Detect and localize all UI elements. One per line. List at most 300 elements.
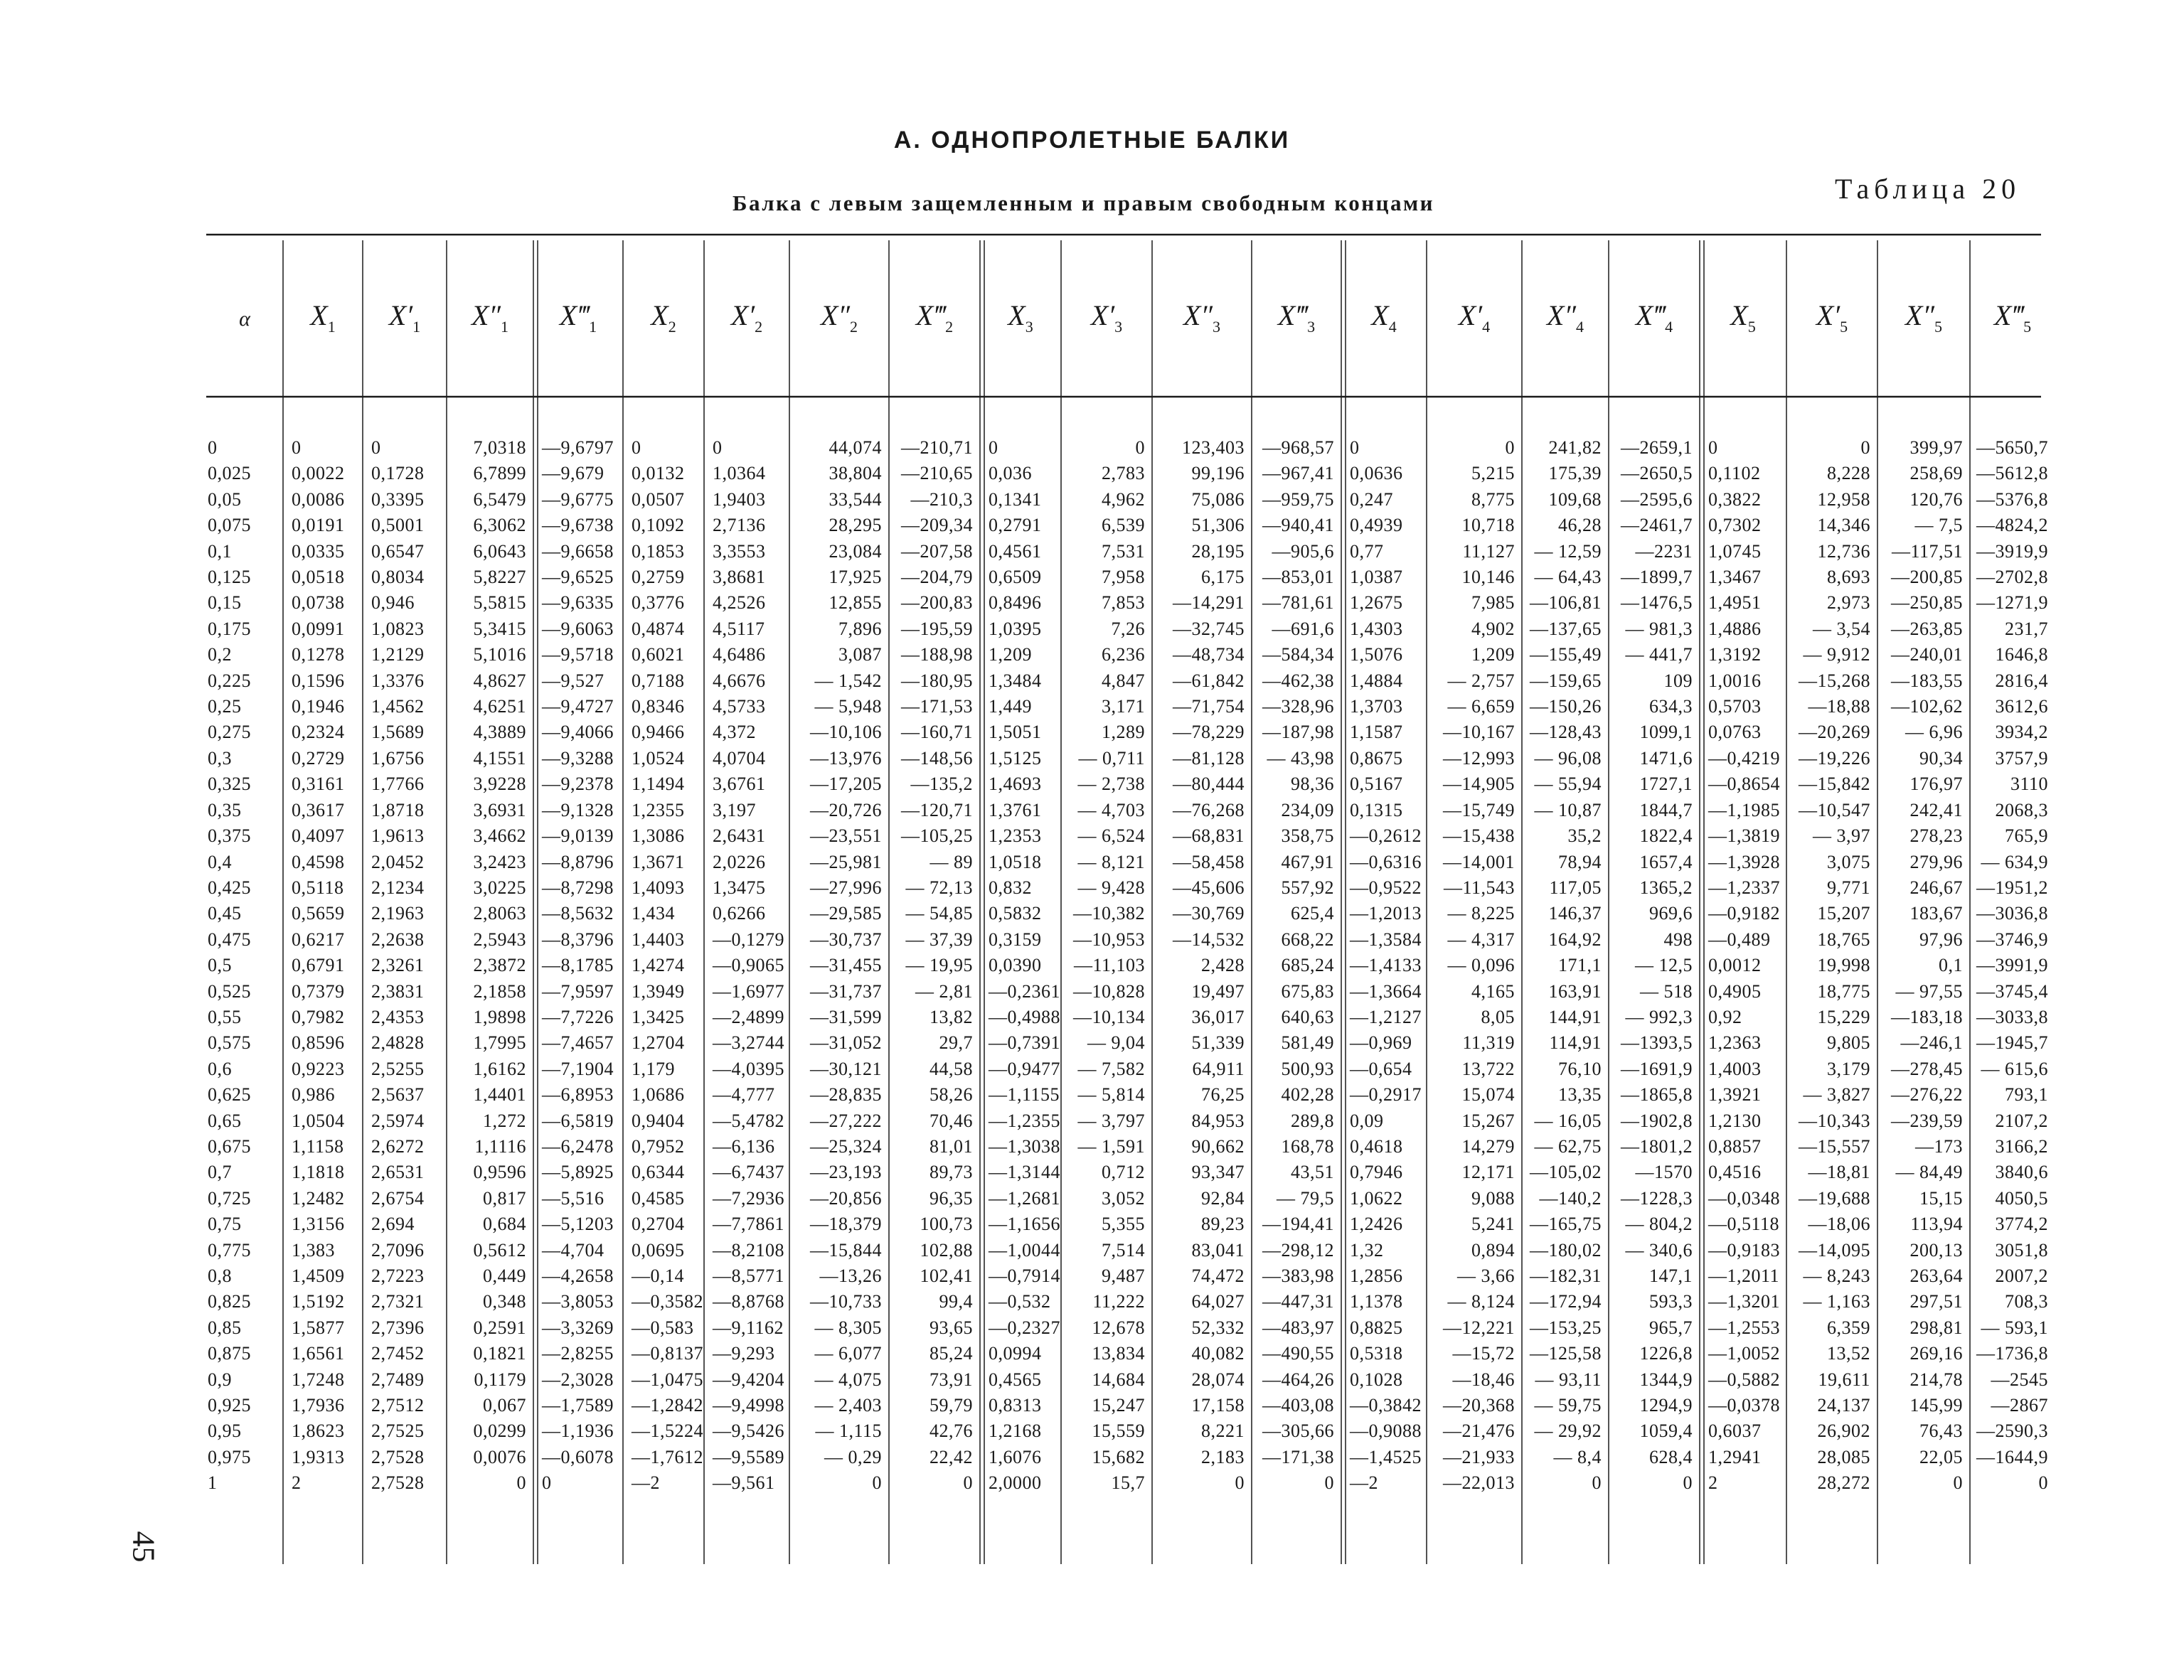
table-cell: —9,6658 bbox=[542, 540, 614, 562]
table-cell: 59,79 bbox=[929, 1395, 973, 1416]
table-cell: — 79,5 bbox=[1277, 1187, 1334, 1209]
table-cell: 1,0387 bbox=[1350, 567, 1403, 588]
table-cell: —263,85 bbox=[1891, 618, 1963, 639]
table-cell: —15,557 bbox=[1799, 1135, 1870, 1157]
table-cell: —1,0044 bbox=[989, 1239, 1060, 1261]
table-cell: —0,6078 bbox=[542, 1446, 614, 1467]
value-column bbox=[292, 435, 345, 1497]
column-header bbox=[389, 299, 420, 336]
table-cell: 3,052 bbox=[1102, 1187, 1145, 1209]
table-cell: 1,9313 bbox=[292, 1446, 345, 1467]
column-header bbox=[1459, 299, 1490, 336]
table-cell: 0,2591 bbox=[473, 1317, 526, 1338]
table-cell: —9,2378 bbox=[542, 774, 614, 795]
table-cell: —15,438 bbox=[1443, 825, 1515, 847]
table-cell: — 59,75 bbox=[1534, 1395, 1602, 1416]
table-cell: 0,0191 bbox=[292, 515, 345, 536]
table-cell: —1,2681 bbox=[989, 1187, 1060, 1209]
table-cell: 15,682 bbox=[1092, 1446, 1145, 1467]
table-cell: 640,63 bbox=[1281, 1006, 1334, 1027]
header-symbol: X′ bbox=[388, 299, 413, 331]
table-cell: 113,94 bbox=[1910, 1214, 1963, 1235]
table-cell: 3051,8 bbox=[1995, 1239, 2048, 1261]
table-cell: 0,0991 bbox=[292, 618, 345, 639]
table-cell: 1,3467 bbox=[1708, 567, 1762, 588]
table-cell: 17,925 bbox=[829, 567, 882, 588]
table-cell: 0,8496 bbox=[989, 592, 1042, 614]
table-cell: —8,8768 bbox=[713, 1291, 784, 1312]
table-cell: —78,229 bbox=[1173, 722, 1245, 743]
column-header bbox=[1730, 299, 1755, 336]
table-cell: 15,207 bbox=[1817, 903, 1870, 924]
table-cell: 6,539 bbox=[1102, 515, 1145, 536]
table-cell: 64,027 bbox=[1191, 1291, 1245, 1312]
table-cell: —0,532 bbox=[989, 1291, 1051, 1312]
table-cell: —10,343 bbox=[1799, 1110, 1870, 1131]
table-cell: —9,4066 bbox=[542, 722, 614, 743]
table-cell: —1865,8 bbox=[1621, 1084, 1693, 1106]
table-cell: —0,9088 bbox=[1350, 1420, 1422, 1442]
table-cell: 1,0622 bbox=[1350, 1187, 1403, 1209]
table-cell: —1,2013 bbox=[1350, 903, 1422, 924]
table-cell: 1,6756 bbox=[371, 747, 425, 769]
table-cell: 1,5076 bbox=[1350, 644, 1403, 665]
table-cell: 109 bbox=[1663, 670, 1693, 691]
table-cell: —165,75 bbox=[1530, 1214, 1602, 1235]
table-cell: 1,3376 bbox=[371, 670, 425, 691]
table-cell: —0,8137 bbox=[632, 1343, 703, 1364]
header-subscript: 3 bbox=[1213, 318, 1221, 336]
table-cell: 0 bbox=[632, 437, 641, 458]
value-column bbox=[1173, 435, 1245, 1497]
table-cell: —276,22 bbox=[1891, 1084, 1963, 1106]
table-cell: 0,1102 bbox=[1708, 463, 1761, 484]
table-cell: 0,4561 bbox=[989, 540, 1042, 562]
table-cell: 1,383 bbox=[292, 1239, 335, 1261]
table-cell: 0 bbox=[2038, 1472, 2048, 1494]
table-cell: — 981,3 bbox=[1625, 618, 1693, 639]
header-subscript: 3 bbox=[1307, 318, 1316, 336]
table-cell: 0 bbox=[542, 1472, 552, 1494]
table-cell: 2068,3 bbox=[1995, 799, 2048, 820]
table-cell: 4,6676 bbox=[713, 670, 766, 691]
table-cell: 0,1028 bbox=[1350, 1369, 1403, 1390]
table-cell: 200,13 bbox=[1909, 1239, 1963, 1261]
table-cell: — 593,1 bbox=[1981, 1317, 2048, 1338]
header-symbol: X′ bbox=[1816, 299, 1841, 331]
table-cell: —61,842 bbox=[1173, 670, 1245, 691]
table-cell: 965,7 bbox=[1649, 1317, 1693, 1338]
table-cell: —188,98 bbox=[901, 644, 973, 665]
table-cell: —9,5589 bbox=[713, 1446, 784, 1467]
table-cell: 1,4003 bbox=[1708, 1058, 1762, 1079]
table-cell: —1,3819 bbox=[1708, 825, 1780, 847]
table-cell: 1,4884 bbox=[1350, 670, 1403, 691]
table-cell: —4,704 bbox=[542, 1239, 604, 1261]
table-cell: —9,527 bbox=[542, 670, 604, 691]
value-column bbox=[371, 435, 425, 1497]
table-cell: 109,68 bbox=[1548, 488, 1602, 510]
table-cell: 1,3425 bbox=[632, 1006, 685, 1027]
table-cell: 1,2129 bbox=[371, 644, 425, 665]
table-cell: 2,4353 bbox=[371, 1006, 425, 1027]
table-cell: 1,4951 bbox=[1708, 592, 1762, 614]
table-cell: — 3,797 bbox=[1077, 1110, 1145, 1131]
table-cell: —9,4998 bbox=[713, 1395, 784, 1416]
table-cell: 675,83 bbox=[1281, 980, 1334, 1002]
table-cell: —584,34 bbox=[1262, 644, 1334, 665]
table-cell: —180,02 bbox=[1530, 1239, 1602, 1261]
table-cell: —5,1203 bbox=[542, 1214, 614, 1235]
table-cell: 96,35 bbox=[929, 1187, 973, 1209]
table-cell: 593,3 bbox=[1649, 1291, 1693, 1312]
table-cell: —19,226 bbox=[1799, 747, 1870, 769]
table-cell: 12,678 bbox=[1092, 1317, 1145, 1338]
table-cell: 4,5117 bbox=[713, 618, 765, 639]
table-cell: 0,6 bbox=[208, 1058, 232, 1079]
table-cell: —21,476 bbox=[1443, 1420, 1515, 1442]
table-cell: 2,5637 bbox=[371, 1084, 425, 1106]
table-cell: 0,684 bbox=[483, 1214, 526, 1235]
table-cell: —9,4204 bbox=[713, 1369, 784, 1390]
table-cell: 11,222 bbox=[1092, 1291, 1145, 1312]
table-cell: 4,6486 bbox=[713, 644, 766, 665]
table-cell: —10,134 bbox=[1073, 1006, 1145, 1027]
table-cell: — 615,6 bbox=[1981, 1058, 2048, 1079]
header-subscript: 1 bbox=[501, 318, 509, 336]
table-cell: —1,7612 bbox=[632, 1446, 703, 1467]
table-cell: —0,0378 bbox=[1708, 1395, 1780, 1416]
table-cell: —1,4133 bbox=[1350, 955, 1422, 976]
table-cell: — 10,87 bbox=[1534, 799, 1602, 820]
table-cell: 0,4565 bbox=[989, 1369, 1042, 1390]
table-cell: —1899,7 bbox=[1621, 567, 1693, 588]
table-cell: 0,9 bbox=[208, 1369, 232, 1390]
table-cell: 1,0745 bbox=[1708, 540, 1762, 562]
table-cell: 6,0643 bbox=[473, 540, 526, 562]
table-cell: 2,2638 bbox=[371, 929, 425, 950]
table-cell: —14,291 bbox=[1173, 592, 1245, 614]
table-cell: 84,953 bbox=[1191, 1110, 1245, 1131]
table-cell: —239,59 bbox=[1891, 1110, 1963, 1131]
table-cell: 0,5 bbox=[208, 955, 232, 976]
table-cell: 120,76 bbox=[1909, 488, 1963, 510]
table-cell: —0,1279 bbox=[713, 929, 784, 950]
table-cell: —7,2936 bbox=[713, 1187, 784, 1209]
table-cell: 5,355 bbox=[1102, 1214, 1145, 1235]
table-cell: —9,6525 bbox=[542, 567, 614, 588]
table-cell: 1,3671 bbox=[632, 851, 685, 872]
table-cell: —0,4988 bbox=[989, 1006, 1060, 1027]
table-cell: 2 bbox=[1708, 1472, 1718, 1494]
table-cell: 0,0086 bbox=[292, 488, 345, 510]
table-cell: —76,268 bbox=[1173, 799, 1245, 820]
table-cell: 0,75 bbox=[208, 1214, 242, 1235]
table-cell: — 6,659 bbox=[1447, 696, 1515, 717]
table-cell: —298,12 bbox=[1262, 1239, 1334, 1261]
table-cell: — 8,225 bbox=[1447, 903, 1515, 924]
column-header bbox=[472, 299, 508, 336]
table-cell: 0,6021 bbox=[632, 644, 685, 665]
table-cell: —4,2658 bbox=[542, 1266, 614, 1286]
table-cell: —8,3796 bbox=[542, 929, 614, 950]
table-cell: 1,6162 bbox=[473, 1058, 526, 1079]
table-cell: 2,7321 bbox=[371, 1291, 425, 1312]
table-cell: 52,332 bbox=[1191, 1317, 1245, 1338]
table-cell: —1945,7 bbox=[1976, 1032, 2048, 1054]
table-cell: —1,3584 bbox=[1350, 929, 1422, 950]
table-cell: —1,1155 bbox=[989, 1084, 1060, 1106]
table-cell: 3,197 bbox=[713, 799, 756, 820]
table-cell: 0 bbox=[1592, 1472, 1602, 1494]
value-column bbox=[1708, 435, 1780, 1497]
table-cell: —20,856 bbox=[810, 1187, 882, 1209]
table-cell: 3,4662 bbox=[473, 825, 526, 847]
table-cell: —1271,9 bbox=[1976, 592, 2048, 614]
table-cell: 4,2526 bbox=[713, 592, 766, 614]
table-cell: 1727,1 bbox=[1639, 774, 1693, 795]
table-cell: —4,0395 bbox=[713, 1058, 784, 1079]
table-cell: 14,279 bbox=[1461, 1135, 1515, 1157]
table-cell: —7,4657 bbox=[542, 1032, 614, 1054]
table-cell: —0,654 bbox=[1350, 1058, 1412, 1079]
table-cell: 0,825 bbox=[208, 1291, 251, 1312]
table-cell: —5612,8 bbox=[1976, 463, 2048, 484]
table-cell: —9,6063 bbox=[542, 618, 614, 639]
table-cell: 2,3872 bbox=[473, 955, 526, 976]
table-cell: 1,5192 bbox=[292, 1291, 345, 1312]
table-cell: —2,8255 bbox=[542, 1343, 614, 1364]
table-cell: 0,6266 bbox=[713, 903, 766, 924]
column-header bbox=[1636, 299, 1673, 336]
table-cell: 2816,4 bbox=[1995, 670, 2048, 691]
table-cell: 0,85 bbox=[208, 1317, 242, 1338]
table-cell: —0,9182 bbox=[1708, 903, 1780, 924]
table-cell: 0,832 bbox=[989, 877, 1032, 898]
table-cell: 1,0504 bbox=[292, 1110, 345, 1131]
table-cell: 0,2759 bbox=[632, 567, 685, 588]
table-cell: —171,38 bbox=[1262, 1446, 1334, 1467]
table-cell: —200,85 bbox=[1891, 567, 1963, 588]
table-cell: —4,777 bbox=[713, 1084, 775, 1106]
table-cell: —210,71 bbox=[901, 437, 973, 458]
table-cell: —153,25 bbox=[1530, 1317, 1602, 1338]
table-cell: 3,179 bbox=[1827, 1058, 1870, 1079]
table-cell: 1,0823 bbox=[371, 618, 425, 639]
table-cell: —25,981 bbox=[810, 851, 882, 872]
table-cell: 1,4401 bbox=[473, 1084, 526, 1106]
table-cell: 0 bbox=[1683, 1472, 1693, 1494]
table-cell: —2,4899 bbox=[713, 1006, 784, 1027]
table-cell: 0,986 bbox=[292, 1084, 335, 1106]
table-cell: — 5,814 bbox=[1077, 1084, 1145, 1106]
table-cell: —8,5632 bbox=[542, 903, 614, 924]
header-subscript: 4 bbox=[1388, 318, 1397, 336]
table-cell: —15,268 bbox=[1799, 670, 1870, 691]
table-cell: 6,7899 bbox=[473, 463, 526, 484]
table-cell: —781,61 bbox=[1262, 592, 1334, 614]
table-cell: 2,3261 bbox=[371, 955, 425, 976]
table-cell: —10,733 bbox=[810, 1291, 882, 1312]
table-cell: 0,1853 bbox=[632, 540, 685, 562]
table-cell: 0,0299 bbox=[473, 1420, 526, 1442]
table-cell: — 55,94 bbox=[1534, 774, 1602, 795]
table-cell: —30,121 bbox=[810, 1058, 882, 1079]
value-column bbox=[474, 435, 527, 1497]
table-cell: 0 bbox=[1708, 437, 1718, 458]
table-cell: — 93,11 bbox=[1535, 1369, 1602, 1390]
table-cell: —10,382 bbox=[1073, 903, 1145, 924]
table-cell: 1,6076 bbox=[989, 1446, 1042, 1467]
table-cell: —15,72 bbox=[1452, 1343, 1515, 1364]
table-cell: 242,41 bbox=[1909, 799, 1963, 820]
header-subscript: 2 bbox=[945, 318, 954, 336]
table-cell: 3757,9 bbox=[1995, 747, 2048, 769]
table-cell: —0,9065 bbox=[713, 955, 784, 976]
table-cell: 0,92 bbox=[1708, 1006, 1742, 1027]
header-alpha bbox=[239, 307, 250, 331]
table-cell: 269,16 bbox=[1909, 1343, 1963, 1364]
table-cell: 0 bbox=[1350, 437, 1360, 458]
table-cell: 0,2729 bbox=[292, 747, 345, 769]
value-column bbox=[1443, 435, 1515, 1497]
header-symbol: X′ bbox=[1458, 299, 1483, 331]
table-cell: 0,1596 bbox=[292, 670, 345, 691]
table-cell: — 4,317 bbox=[1447, 929, 1515, 950]
table-cell: 0,4097 bbox=[292, 825, 345, 847]
table-cell: 0,0994 bbox=[989, 1343, 1042, 1364]
table-cell: —209,34 bbox=[901, 515, 973, 536]
table-cell: —1228,3 bbox=[1621, 1187, 1693, 1209]
table-cell: —19,688 bbox=[1799, 1187, 1870, 1209]
table-cell: 0,375 bbox=[208, 825, 251, 847]
table-cell: 0,8596 bbox=[292, 1032, 345, 1054]
table-cell: 36,017 bbox=[1191, 1006, 1245, 1027]
table-cell: 13,82 bbox=[929, 1006, 973, 1027]
column-header bbox=[560, 299, 597, 336]
table-cell: 634,3 bbox=[1649, 696, 1693, 717]
table-cell: —3,2744 bbox=[713, 1032, 784, 1054]
table-cell: —3919,9 bbox=[1976, 540, 2048, 562]
table-cell: —1,5224 bbox=[632, 1420, 703, 1442]
table-cell: 1059,4 bbox=[1639, 1420, 1693, 1442]
table-cell: 289,8 bbox=[1291, 1110, 1334, 1131]
table-cell: 0,05 bbox=[208, 488, 242, 510]
table-cell: —1,3038 bbox=[989, 1135, 1060, 1157]
table-cell: 4,372 bbox=[713, 722, 756, 743]
table-cell: — 8,4 bbox=[1553, 1446, 1602, 1467]
table-cell: 241,82 bbox=[1548, 437, 1602, 458]
table-cell: —0,14 bbox=[632, 1266, 684, 1286]
table-cell: —10,547 bbox=[1799, 799, 1870, 820]
table-cell: 3,0225 bbox=[473, 877, 526, 898]
table-cell: —383,98 bbox=[1262, 1266, 1334, 1286]
table-cell: —0,8654 bbox=[1708, 774, 1780, 795]
table-cell: 2 bbox=[292, 1472, 302, 1494]
table-cell: 8,775 bbox=[1471, 488, 1515, 510]
header-symbol: X bbox=[1730, 299, 1748, 331]
table-cell: 0,2791 bbox=[989, 515, 1042, 536]
table-cell: 0,0695 bbox=[632, 1239, 685, 1261]
table-cell: —691,6 bbox=[1272, 618, 1334, 639]
table-cell: 0,8 bbox=[208, 1266, 232, 1286]
table-cell: —3991,9 bbox=[1976, 955, 2048, 976]
table-cell: —1,3928 bbox=[1708, 851, 1780, 872]
table-cell: 1,9403 bbox=[713, 488, 766, 510]
table-cell: 1,3192 bbox=[1708, 644, 1762, 665]
table-cell: —1,1936 bbox=[542, 1420, 614, 1442]
table-cell: 0,946 bbox=[371, 592, 415, 614]
table-cell: — 0,096 bbox=[1447, 955, 1515, 976]
table-cell: 358,75 bbox=[1281, 825, 1334, 847]
table-cell: 2,7528 bbox=[371, 1446, 425, 1467]
table-cell: 2,7096 bbox=[371, 1239, 425, 1261]
table-cell: — 84,49 bbox=[1895, 1162, 1963, 1183]
table-cell: 7,958 bbox=[1102, 567, 1145, 588]
table-cell: 3166,2 bbox=[1995, 1135, 2048, 1157]
value-column bbox=[713, 435, 784, 1497]
table-cell: 467,91 bbox=[1281, 851, 1334, 872]
table-cell: —853,01 bbox=[1262, 567, 1334, 588]
table-cell: —0,2612 bbox=[1350, 825, 1422, 847]
table-cell: —30,769 bbox=[1173, 903, 1245, 924]
header-subscript: 3 bbox=[1025, 318, 1033, 336]
table-cell: 2,6754 bbox=[371, 1187, 425, 1209]
header-subscript: 2 bbox=[668, 318, 676, 336]
table-cell: 0,8675 bbox=[1350, 747, 1403, 769]
table-cell: 0,3 bbox=[208, 747, 232, 769]
table-cell: 3774,2 bbox=[1995, 1214, 2048, 1235]
table-cell: 1,4886 bbox=[1708, 618, 1762, 639]
table-cell: 0,1 bbox=[208, 540, 232, 562]
table-cell: 2,5943 bbox=[473, 929, 526, 950]
table-cell: 28,272 bbox=[1817, 1472, 1870, 1494]
header-symbol: X″ bbox=[471, 299, 501, 331]
table-cell: —210,65 bbox=[901, 463, 973, 484]
table-cell: — 89 bbox=[929, 851, 973, 872]
table-cell: 1,2675 bbox=[1350, 592, 1403, 614]
table-cell: 1,3156 bbox=[292, 1214, 345, 1235]
table-cell: 3,075 bbox=[1827, 851, 1870, 872]
table-cell: —10,167 bbox=[1443, 722, 1515, 743]
table-cell: 90,34 bbox=[1919, 747, 1963, 769]
table-cell: 117,05 bbox=[1549, 877, 1602, 898]
table-cell: —5,516 bbox=[542, 1187, 604, 1209]
table-cell: 43,51 bbox=[1291, 1162, 1334, 1183]
table-cell: 147,1 bbox=[1649, 1266, 1693, 1286]
table-cell: 0,95 bbox=[208, 1420, 242, 1442]
column-header bbox=[1278, 299, 1315, 336]
table-cell: 0,5118 bbox=[292, 877, 344, 898]
table-cell: 0,225 bbox=[208, 670, 251, 691]
table-cell: 1,7248 bbox=[292, 1369, 345, 1390]
table-cell: 0,036 bbox=[989, 463, 1032, 484]
column-header bbox=[731, 299, 762, 336]
table-cell: 89,73 bbox=[929, 1162, 973, 1183]
table-cell: 29,7 bbox=[939, 1032, 973, 1054]
table-cell: 0,7302 bbox=[1708, 515, 1762, 536]
table-cell: 12,171 bbox=[1461, 1162, 1515, 1183]
table-cell: 0 bbox=[1860, 437, 1870, 458]
table-cell: — 96,08 bbox=[1534, 747, 1602, 769]
value-column bbox=[810, 435, 882, 1497]
table-cell: 23,084 bbox=[829, 540, 882, 562]
table-cell: —21,933 bbox=[1443, 1446, 1515, 1467]
column-header bbox=[1905, 299, 1942, 336]
table-cell: —6,7437 bbox=[713, 1162, 784, 1183]
table-cell: — 6,077 bbox=[814, 1343, 882, 1364]
table-cell: — 3,827 bbox=[1803, 1084, 1870, 1106]
